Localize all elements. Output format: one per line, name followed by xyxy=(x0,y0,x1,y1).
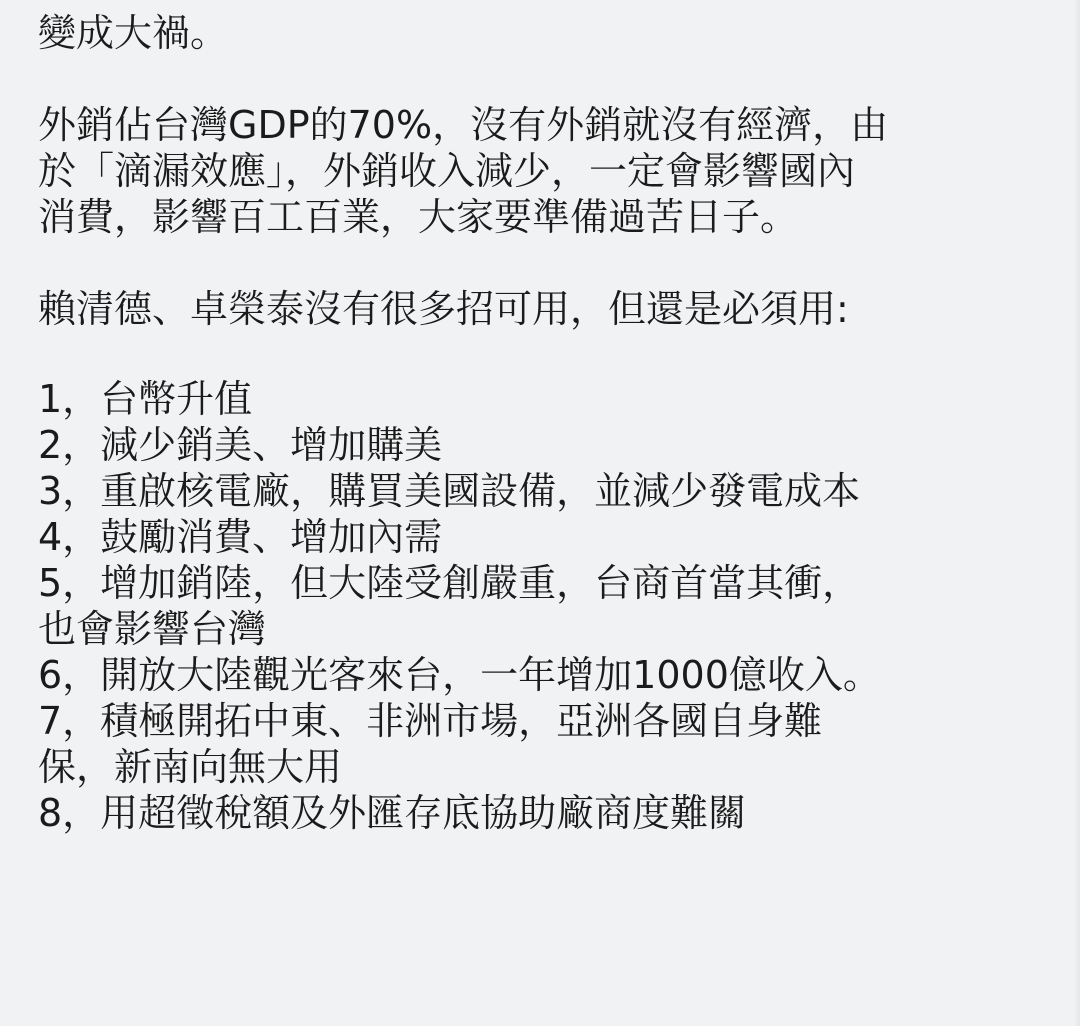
list-item-line: 1，台幣升值 xyxy=(38,377,253,421)
paragraph-gap xyxy=(38,332,1048,376)
list-item-line: 也會影響台灣 xyxy=(38,607,267,651)
list-item xyxy=(38,652,1048,698)
list-item xyxy=(38,514,1048,560)
post-line: 賴清德、卓榮泰沒有很多招可用，但還是必須用: xyxy=(38,287,849,331)
post-line: 消費，影響百工百業，大家要準備過苦日子。 xyxy=(38,195,799,239)
list-item-line: 7，積極開拓中東、非洲市場，亞洲各國自身難 xyxy=(38,699,823,743)
paragraph-exports xyxy=(38,102,1048,240)
list-item xyxy=(38,468,1048,514)
measures-list xyxy=(38,376,1048,836)
list-item-line: 3，重啟核電廠，購買美國設備，並減少發電成本 xyxy=(38,469,861,513)
list-item xyxy=(38,698,1048,790)
post-body xyxy=(38,10,1048,836)
post-line: 變成大禍。 xyxy=(38,11,229,55)
paragraph-gap xyxy=(38,56,1048,102)
post-line: 於「滴漏效應」，外銷收入減少，一定會影響國內 xyxy=(38,149,856,193)
list-item xyxy=(38,376,1048,422)
list-item-line: 5，增加銷陸，但大陸受創嚴重，台商首當其衝， xyxy=(38,561,861,605)
list-item xyxy=(38,422,1048,468)
list-item-line: 8，用超徵稅額及外匯存底協助廠商度難關 xyxy=(38,791,747,835)
list-item-line: 6，開放大陸觀光客來台，一年增加1000億收入。 xyxy=(38,653,881,697)
list-item-line: 保，新南向無大用 xyxy=(38,745,343,789)
scroll-edge-shade xyxy=(1074,0,1080,1026)
list-item xyxy=(38,560,1048,652)
list-item-line: 4，鼓勵消費、增加內需 xyxy=(38,515,443,559)
list-item-line: 2，減少銷美、增加購美 xyxy=(38,423,443,467)
paragraph-gap xyxy=(38,240,1048,286)
list-item xyxy=(38,790,1048,836)
post-line: 外銷佔台灣GDP的70%，沒有外銷就沒有經濟，由 xyxy=(38,103,889,147)
